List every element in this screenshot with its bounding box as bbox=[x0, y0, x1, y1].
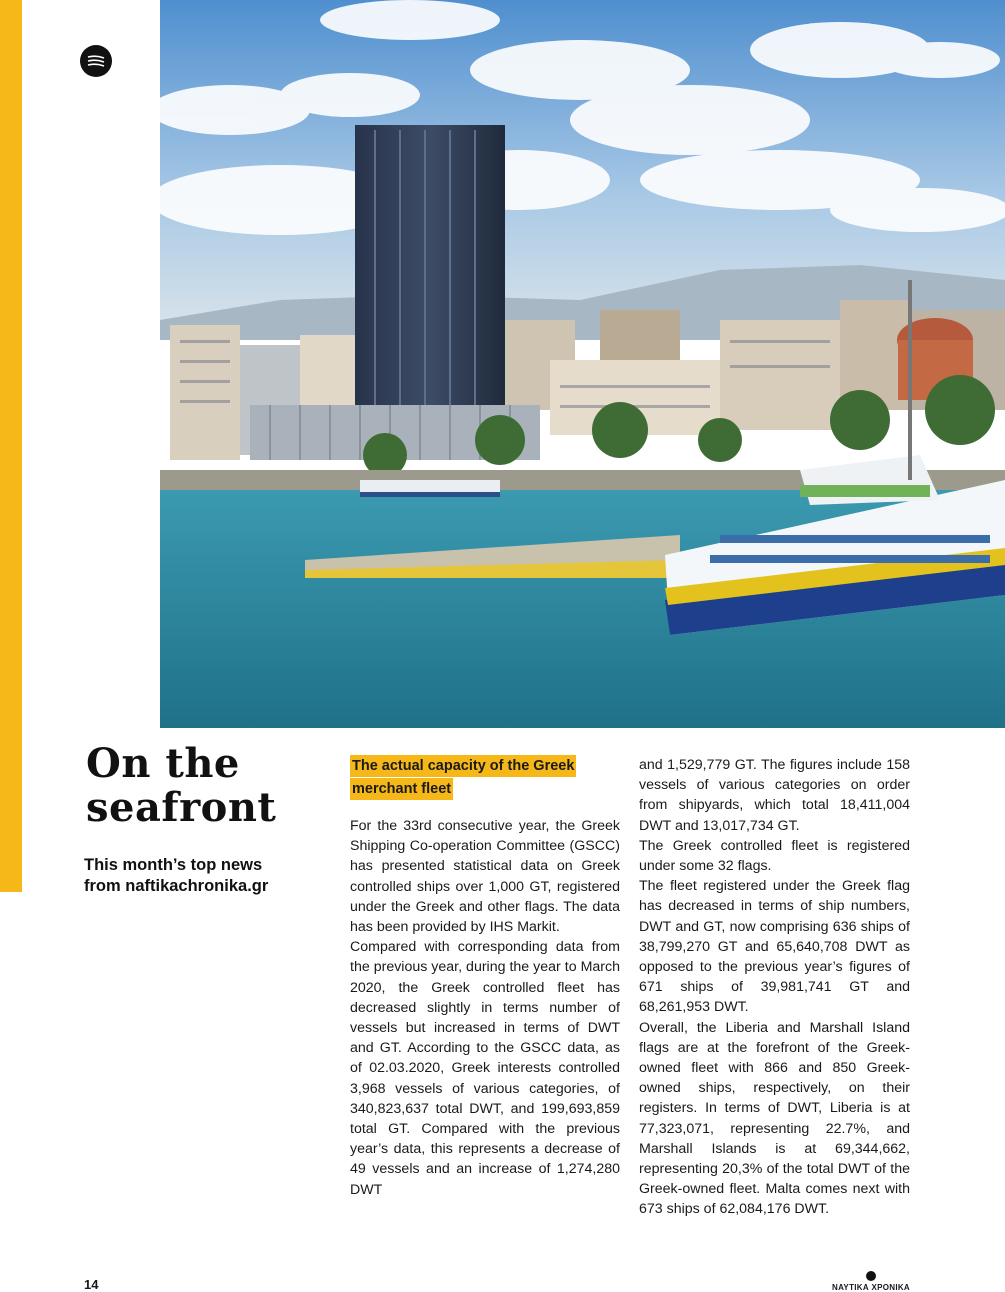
footer-brand-name: ΝΑΥΤΙΚΑ ΧΡΟΝΙΚΑ bbox=[832, 1283, 910, 1292]
article-heading-line-1: The actual capacity of the Greek bbox=[350, 755, 576, 777]
paragraph: Overall, the Liberia and Marshall Island flags are at the forefront of the Greek-owned fleet with 866 and 850 Greek-owned ships, respectively, on their registers. In terms of DWT, Liberia is at 77,323,071, representing 22.7%, and Marshall Islands is at 69,344,662, representing 20,3% of the total DWT of the Greek-owned fleet. Malta comes next with 673 ships of 62,084,176 DWT. bbox=[639, 1019, 910, 1218]
article-column-1 bbox=[350, 816, 620, 1200]
paragraph: The fleet registered under the Greek flag has decreased in terms of ship numbers, DWT and GT, now comprising 636 ships of 38,799,270 GT and 65,640,708 DWT as opposed to the previous year’s figures of 671 ships of 39,981,741 GT and 68,261,953 DWT. bbox=[639, 878, 910, 1016]
footer-brand bbox=[830, 1271, 912, 1292]
brand-logo-icon bbox=[866, 1271, 876, 1281]
paragraph: Compared with corresponding data from the previous year, during the year to March 2020, the Greek controlled fleet has decreased slightly in terms number of vessels but increased in terms of DWT and GT. According to the GSCC data, as of 02.03.2020, Greek interests controlled 3,968 vessels of various categories, of 340,823,637 total DWT, and 199,693,859 total GT. Compared with the previous year’s data, this represents a decrease of 49 vessels and an increase of 1,274,280 DWT bbox=[350, 939, 620, 1198]
subtitle-line-2: from naftikachronika.gr bbox=[84, 877, 269, 895]
waves-logo-icon bbox=[80, 45, 112, 77]
subtitle-line-1: This month’s top news bbox=[84, 856, 263, 874]
paragraph: For the 33rd consecutive year, the Greek Shipping Co-operation Committee (GSCC) has presented statistical data on Greek controlled ships over 1,000 GT, registered under the Greek and other flags. The data has been provided by IHS Markit. bbox=[350, 818, 620, 936]
article-column-2 bbox=[639, 755, 910, 1220]
article-heading bbox=[350, 755, 595, 801]
title-line-2: seafront bbox=[86, 784, 277, 831]
article-heading-line-2: merchant fleet bbox=[350, 778, 453, 800]
title-line-1: On the bbox=[86, 740, 240, 787]
paragraph: The Greek controlled fleet is registered under some 32 flags. bbox=[639, 837, 910, 875]
page-subtitle bbox=[84, 855, 268, 897]
harbor-photo bbox=[160, 0, 1005, 728]
paragraph: and 1,529,779 GT. The figures include 158 vessels of various categories on order from shipyards, which total 18,411,004 DWT and 13,017,734 GT. bbox=[639, 757, 910, 834]
accent-bar bbox=[0, 0, 22, 892]
page-title bbox=[86, 742, 276, 830]
page-number: 14 bbox=[84, 1277, 99, 1292]
